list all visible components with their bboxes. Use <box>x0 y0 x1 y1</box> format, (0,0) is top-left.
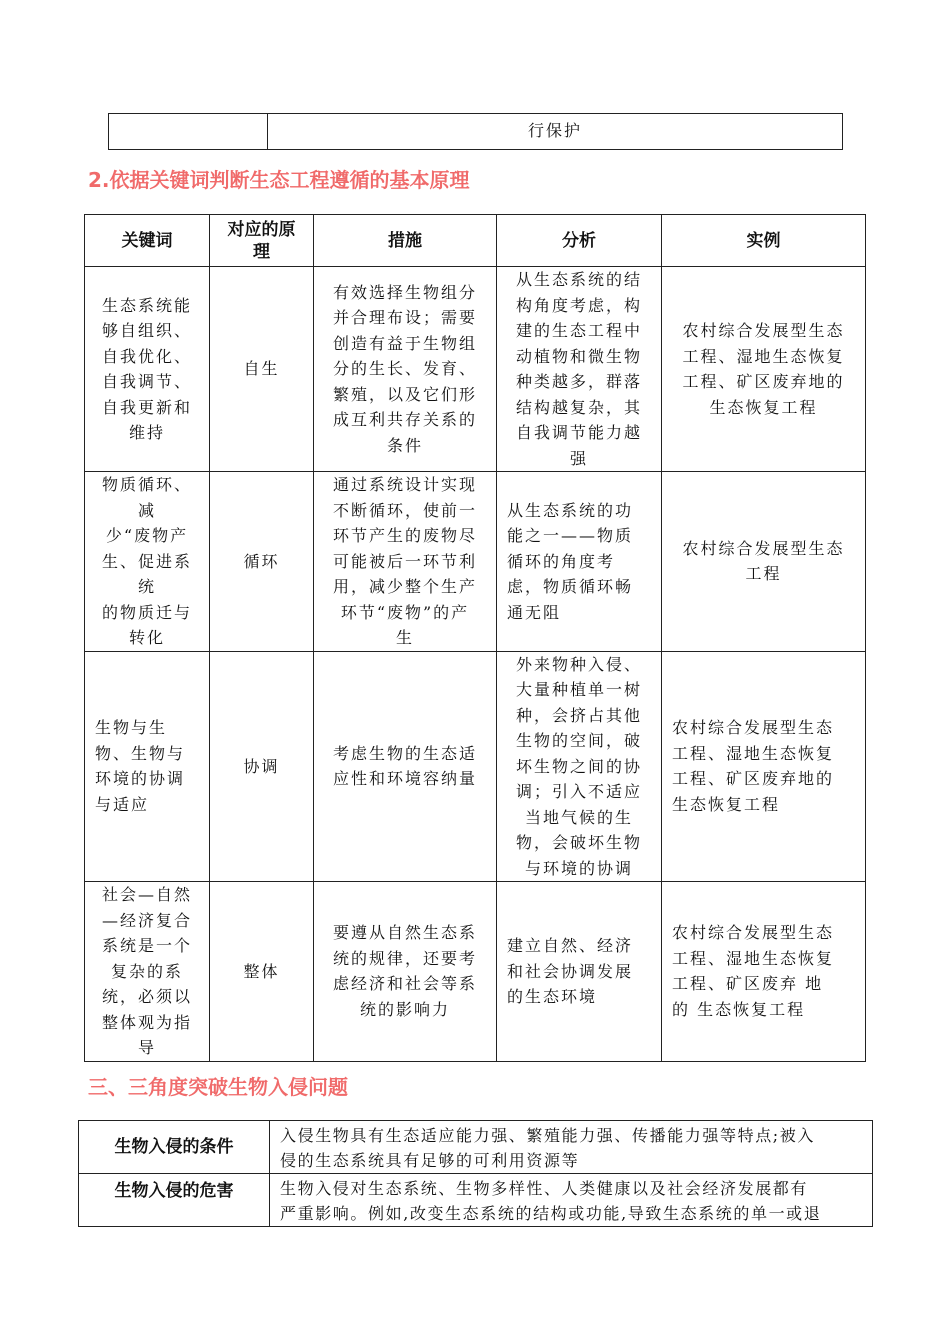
header-principle: 对应的原 理 <box>210 215 314 267</box>
section2-heading: 2.依据关键词判断生态工程遵循的基本原理 <box>88 168 470 192</box>
invasion-table <box>78 1120 873 1227</box>
analysis-cell: 从生态系统的结 构角度考虑，构 建的生态工程中 动植物和微生物 种类越多，群落 结构越复杂，其 自我调节能力越 强 <box>497 267 662 472</box>
invasion-condition-label: 生物入侵的条件 <box>79 1121 270 1174</box>
section3-heading: 三、三角度突破生物入侵问题 <box>88 1075 348 1099</box>
table-row <box>85 882 866 1062</box>
example-cell: 农村综合发展型生态 工程 <box>662 472 866 652</box>
principles-table <box>84 214 866 1062</box>
example-cell: 农村综合发展型生态 工程、湿地生态恢复 工程、矿区废弃地的 生态恢复工程 <box>662 267 866 472</box>
top-table-fragment <box>108 113 843 150</box>
invasion-harm-text: 生物入侵对生态系统、生物多样性、人类健康以及社会经济发展都有 严重影响。例如,改变生态系统的结构或功能,导致生态系统的单一或退 <box>270 1174 873 1227</box>
top-table-right-cell: 行保护 <box>268 114 843 150</box>
header-keyword: 关键词 <box>85 215 210 267</box>
keyword-cell: 生物与生 物、生物与 环境的协调 与适应 <box>85 651 210 882</box>
table-row <box>85 651 866 882</box>
keyword-cell: 社会—自然 —经济复合 系统是一个 复杂的系 统，必须以 整体观为指 导 <box>85 882 210 1062</box>
invasion-harm-label: 生物入侵的危害 <box>79 1174 270 1227</box>
measure-cell: 要遵从自然生态系 统的规律，还要考 虑经济和社会等系 统的影响力 <box>314 882 497 1062</box>
measure-cell: 考虑生物的生态适 应性和环境容纳量 <box>314 651 497 882</box>
analysis-cell: 外来物种入侵、 大量种植单一树 种，会挤占其他 生物的空间，破 坏生物之间的协 调；引入不适应 当地气候的生 物，会破坏生物 与环境的协调 <box>497 651 662 882</box>
principle-cell: 自生 <box>210 267 314 472</box>
analysis-cell: 从生态系统的功 能之一——物质 循环的角度考 虑，物质循环畅 通无阻 <box>497 472 662 652</box>
header-analysis: 分析 <box>497 215 662 267</box>
example-cell: 农村综合发展型生态 工程、湿地生态恢复 工程、矿区废弃地的 生态恢复工程 <box>662 651 866 882</box>
table-row <box>85 472 866 652</box>
analysis-cell: 建立自然、经济 和社会协调发展 的生态环境 <box>497 882 662 1062</box>
principles-header-row <box>85 215 866 267</box>
keyword-cell: 物质循环、 减 少“废物产 生、促进系 统 的物质迁与 转化 <box>85 472 210 652</box>
header-measure: 措施 <box>314 215 497 267</box>
top-table-left-cell <box>109 114 268 150</box>
measure-cell: 有效选择生物组分 并合理布设；需要 创造有益于生物组 分的生长、发育、 繁殖，以及它们形 成互利共存关系的 条件 <box>314 267 497 472</box>
header-example: 实例 <box>662 215 866 267</box>
table-row <box>85 267 866 472</box>
principle-cell: 整体 <box>210 882 314 1062</box>
invasion-condition-text: 入侵生物具有生态适应能力强、繁殖能力强、传播能力强等特点;被入 侵的生态系统具有足够的可利用资源等 <box>270 1121 873 1174</box>
keyword-cell: 生态系统能 够自组织、 自我优化、 自我调节、 自我更新和 维持 <box>85 267 210 472</box>
principle-cell: 循环 <box>210 472 314 652</box>
table-row <box>79 1121 873 1174</box>
principle-cell: 协调 <box>210 651 314 882</box>
example-cell: 农村综合发展型生态 工程、湿地生态恢复 工程、矿区废弃 地 的 生态恢复工程 <box>662 882 866 1062</box>
measure-cell: 通过系统设计实现 不断循环，使前一 环节产生的废物尽 可能被后一环节利 用，减少整个生产 环节“废物”的产 生 <box>314 472 497 652</box>
table-row <box>79 1174 873 1227</box>
